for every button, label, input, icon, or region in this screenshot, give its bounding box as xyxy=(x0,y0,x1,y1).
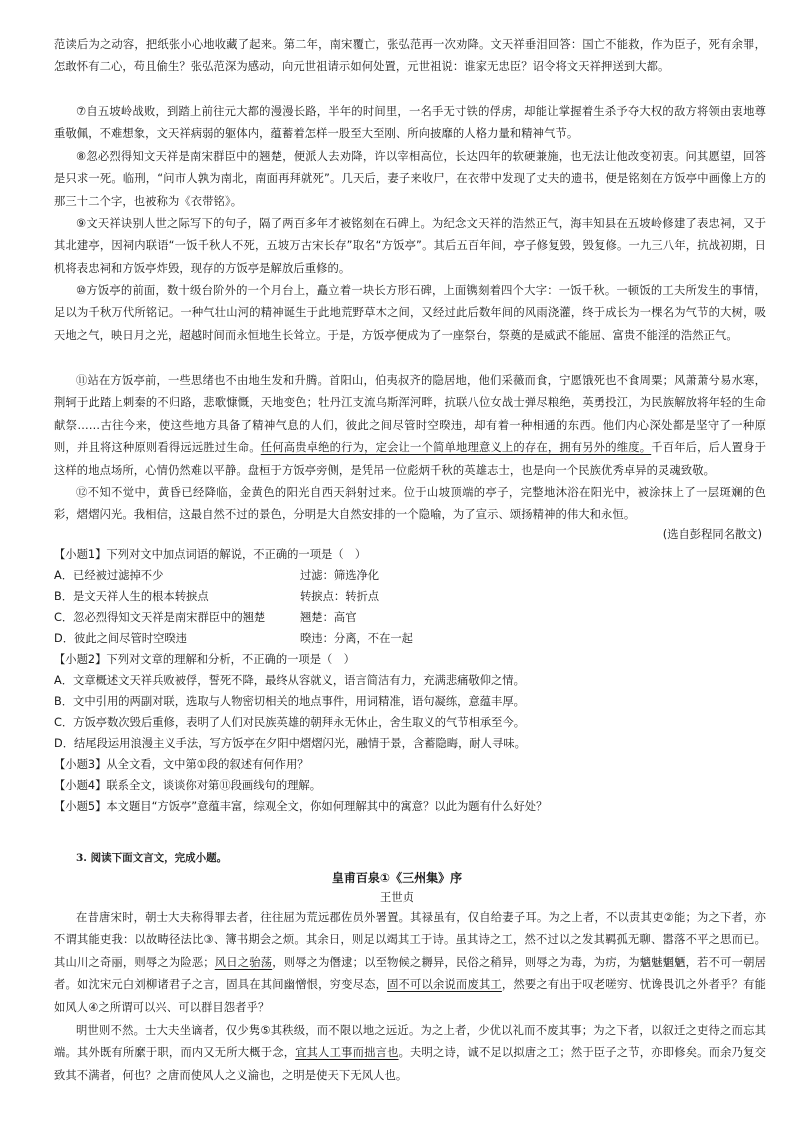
underlined-sentence: 任何高贵卓绝的行为，定会让一个简单地理意义上的存在，拥有另外的维度。 xyxy=(260,441,652,455)
classical-text-author: 王世贞 xyxy=(380,891,414,904)
source-note: (选自彭程同名散文) xyxy=(662,528,762,541)
classical-p1-text-2: ，则辱之为僭逮；以至物候之耨异，民俗之稍异，则辱之为毒，为疠，为魑魅魍魉，若不可一朝居者。如沈宋元白刘柳诸君子之言，固具在其间幽憎恨，穷变尽态， xyxy=(54,955,766,992)
passage-paragraph-12: ⑫不知不觉中，黄昏已经降临，金黄色的阳光自西天斜射过来。位于山坡顶端的亭子，完整地沐浴在阳光中，被涂抹上了一层斑斓的色彩，熠熠闪光。我相信，这最自然不过的景色，分明是大自然安排的一个隐喻，为了宣示、颂扬精神的伟大和永恒。 xyxy=(54,486,766,522)
q1-option-c-gloss: 翘楚：高官 xyxy=(300,611,357,624)
question-4: 【小题4】联系全文，谈谈你对第⑪段画线句的理解。 xyxy=(54,779,322,792)
paragraph-11-text-end: 千百年后，后人置身于这样的地点场所，心情仍然难以平静。盘桓于方饭亭旁侧，是凭吊一位彪炳千秋的英雄志士，也是向一个民族优秀卓异的灵魂致敬。 xyxy=(54,441,766,477)
q1-option-d-gloss: 暌违：分离，不在一起 xyxy=(300,632,413,645)
classical-p2-text-2: 。夫明之诗，诚不足以拟唐之工；然于臣子之节，亦即修矣。而余乃复交致其不满者，何也？之唐而使风人之义淪也，之明是使天下无风人也。 xyxy=(54,1046,766,1082)
q1-option-c: C．忽必烈得知文天祥是南宋群臣中的翘楚 xyxy=(54,611,266,624)
passage-paragraph-9: ⑨文天祥诀别人世之际写下的句子，隔了两百多年才被铭刻在石碑上。为纪念文天祥的浩然正气，海丰知县在五坡岭修建了表忠祠，又于其北建亭，因祠内联语“一饭千秋人不死，五坡万古宋长存”取名“方饭亭”。其后五百年间，亭子修复毁，毁复修。一九三八年，抗战初期，日机将表忠祠和方饭亭炸毁，现存的方饭亭是解放后重修的。 xyxy=(54,217,766,275)
q1-option-a: A．已经被过滤掉不少 xyxy=(54,569,164,582)
underlined-phrase-3: 宜其人工事而拙言也 xyxy=(295,1046,399,1060)
q1-option-b-gloss: 转捩点：转折点 xyxy=(300,590,380,603)
q2-option-d: D．结尾段运用浪漫主义手法，写方饭亭在夕阳中熠熠闪光，融情于景，含蓄隐晦，耐人寻味。 xyxy=(54,737,526,750)
classical-p2-text: 明世则不然。士大夫坐谪者，仅少隽⑤其秩级，而不限以地之远近。为之上者，少优以礼而不废其事；为之下者，以叙迁之吏待之而忘其端。其外既有所縻于职，而内又无所大概于念， xyxy=(54,1024,766,1060)
passage-paragraph-11 xyxy=(54,370,766,482)
q2-option-c: C．方饭亭数次毁后重修，表明了人们对民族英雄的朝拜永无休止，舍生取义的气节相承至今。 xyxy=(54,716,526,729)
q1-option-d: D．彼此之间尽管时空暌违 xyxy=(54,632,187,645)
classical-paragraph-2 xyxy=(54,1020,766,1087)
paragraph-11-text: ⑪站在方饭亭前，一些思绪也不由地生发和升腾。首阳山，伯夷叔齐的隐居地，他们采薇而食，宁愿饿死也不食周粟；风萧萧兮易水寒，荆轲于此踏上刺秦的不归路，悲歌慷慨，天地变色；牡丹江支流乌斯浑河畔，抗联八位女战士弹尽粮绝，英勇投江，为民族解放将年轻的生命献祭……古往今来，使这些地方具备了精神气息的人们，彼此之间尽管时空暌违，却有着一种相通的东西。他们内心深处都是坚守了一种原则，并且将这种原则看得远远胜过生命。 xyxy=(54,374,766,455)
classical-text-title: 皇甫百泉①《三州集》序 xyxy=(331,871,463,885)
section-3-heading: 3. 阅读下面文言文，完成小题。 xyxy=(76,852,228,864)
question-2: 【小题2】下列对文章的理解和分析，不正确的一项是（ ） xyxy=(54,653,355,666)
passage-paragraph-7: ⑦自五坡岭战败，到踏上前往元大都的漫漫长路，半年的时间里，一名手无寸铁的俘虏，却能让掌握着生杀予夺大权的敌方将领由衷地尊重敬佩，不难想象，文天祥病弱的躯体内，蕴蓄着怎样一股至大至刚、所向披靡的人格力量和精神气节。 xyxy=(54,105,766,141)
q2-option-a: A．文章概述文天祥兵败被俘，誓死不降，最终从容就义，语言简洁有力，充满悲痛敬仰之情。 xyxy=(54,674,525,687)
passage-paragraph-1: 范读后为之动容，把纸张小心地收藏了起来。第二年，南宋覆亡，张弘范再一次劝降。文天祥垂泪回答：国亡不能救，作为臣子，死有余罪，怎敢怀有二心，苟且偷生？张弘范深为感动，向元世祖请示如何处置，元世祖说：谁家无忠臣？诏令将文天祥押送到大都。 xyxy=(54,38,766,74)
underlined-phrase-1: 风日之骀荡 xyxy=(214,955,273,969)
q2-option-b: B．文中引用的两副对联，选取与人物密切相关的地点事件，用词精准，语句凝练，意蕴丰厚。 xyxy=(54,695,525,708)
classical-paragraph-1 xyxy=(54,907,766,1019)
question-5: 【小题5】本文题目“方饭亭”意蕴丰富，综观全文，你如何理解其中的寓意？以此为题有什么好处？ xyxy=(54,800,548,813)
q1-option-a-gloss: 过滤：筛选净化 xyxy=(300,569,380,582)
q1-option-b: B．是文天祥人生的根本转捩点 xyxy=(54,590,209,603)
question-3: 【小题3】从全文看，文中第①段的叙述有何作用？ xyxy=(54,758,309,771)
classical-p1-text: 在昔唐宋时，朝士大夫称得罪去者，往往屈为荒远郡佐员外署置。其禄虽有，仅自给妻子耳。为之上者，不以责其吏②能；为之下者，亦不谓其能吏我：以故畴径法比③、簿书期会之烦。其余日，则足以竭其工于诗。虽其诗之工，然不过以之发其羁孤无聊、嚣落不平之思而已。其山川之奇丽，则辱之为险恶； xyxy=(54,911,766,969)
classical-p1-text-3: ，然要之有出于叹老嗟穷、忧谗畏讥之外者乎？有能如风人④之所谓可以兴、可以群目怨者乎？ xyxy=(54,978,766,1014)
question-1: 【小题1】下列对文中加点词语的解说，不正确的一项是（ ） xyxy=(54,548,367,561)
underlined-phrase-2: 固不可以余说而废其工 xyxy=(387,978,502,992)
passage-paragraph-10: ⑩方饭亭的前面，数十级台阶外的一个月台上，矗立着一块长方形石碑，上面镌刻着四个大字：一饭千秋。一顿饭的工夫所发生的事情，足以为千秋万代所铭记。一种气壮山河的精神诞生于此地荒野草木之间，又经过此后数年间的风雨浇灌，终于成长为一棵名为气节的大树，吸天地之气，映日月之光，超越时间而永恒地生长耸立。于是，方饭亭便成为了一座祭台，祭奠的是威武不能屈、富贵不能淫的浩然正气。 xyxy=(54,284,766,342)
passage-paragraph-8: ⑧忽必烈得知文天祥是南宋群臣中的翘楚，便派人去劝降，许以宰相高位，长达四年的软硬兼施，也无法让他改变初衷。问其愿望，回答是只求一死。临刑，“问市人孰为南北，南面再拜就死”。几天后，妻子来收尸，在衣带中发现了丈夫的遗书，便是铭刻在方饭亭中画像上方的那三十二个字，也被称为《衣带铭》。 xyxy=(54,150,766,208)
